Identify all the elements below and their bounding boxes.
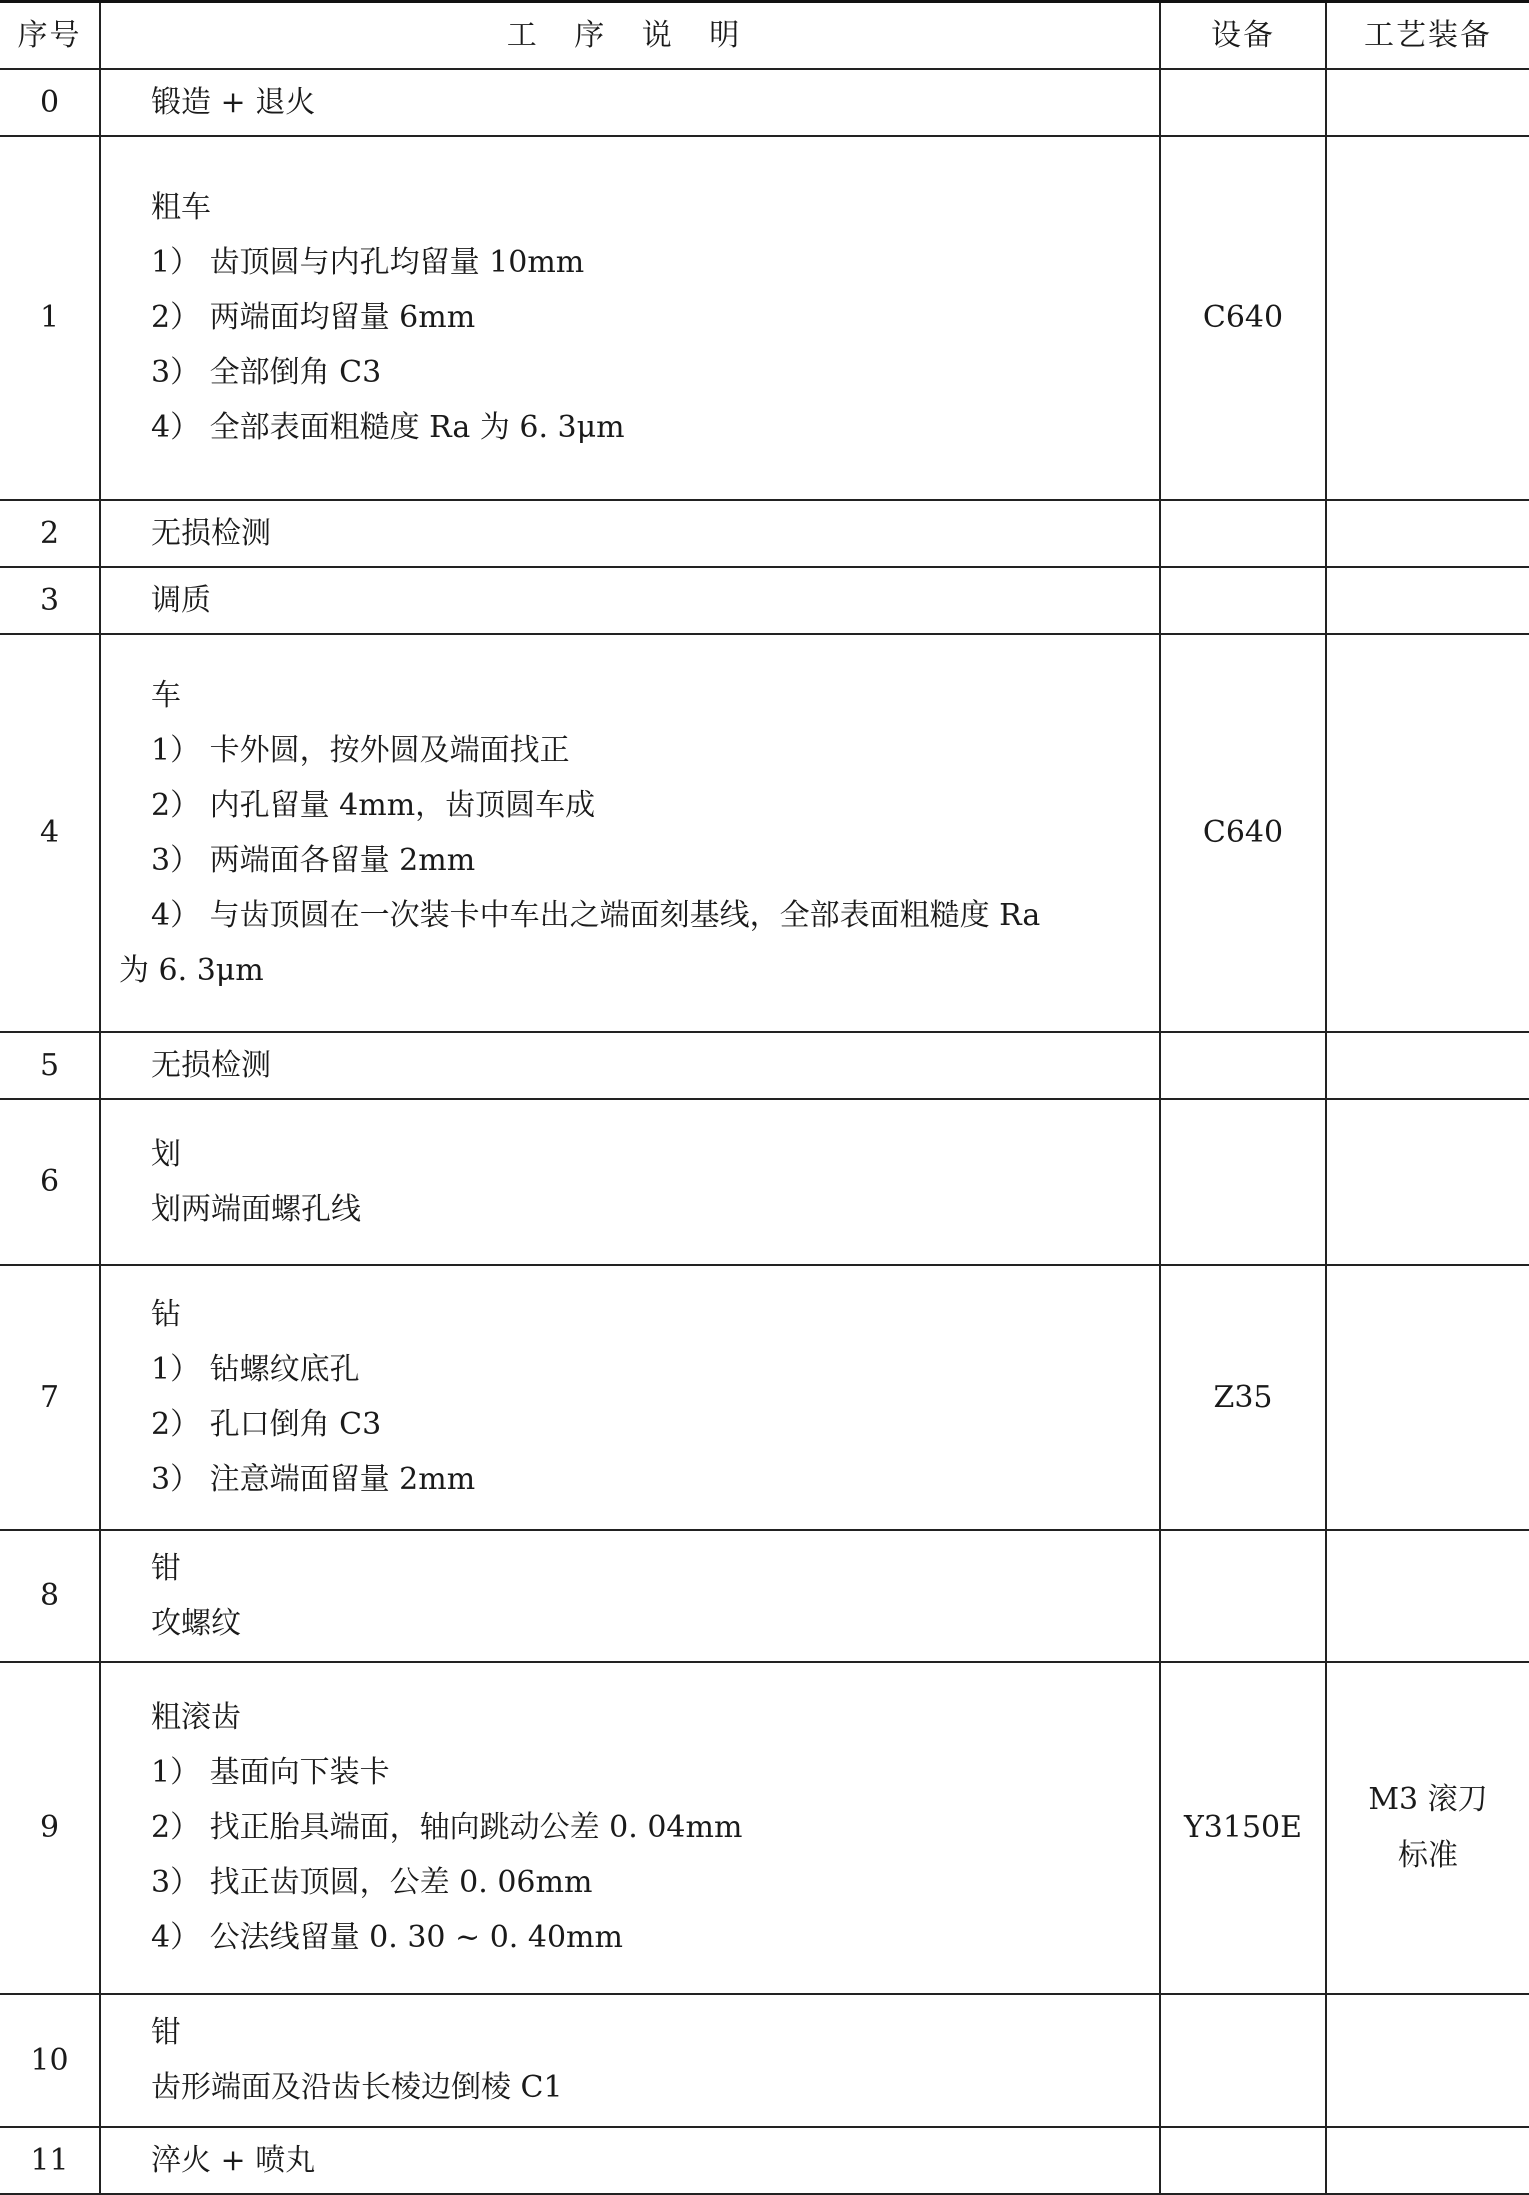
description-line: 4） 与齿顶圆在一次装卡中车出之端面刻基线，全部表面粗糙度 Ra <box>151 897 1041 933</box>
row-serial-number: 10 <box>0 1994 100 2127</box>
description-line: 1） 钻螺纹底孔 <box>151 1352 360 1387</box>
description-line: 淬火 + 喷丸 <box>151 2142 316 2178</box>
description-line: 1） 齿顶圆与内孔均留量 10mm <box>151 245 585 280</box>
row-equipment: C640 <box>1160 136 1326 500</box>
row-equipment <box>1160 567 1326 634</box>
row-equipment <box>1160 500 1326 567</box>
description-line: 车 <box>151 677 181 713</box>
row-description <box>100 136 1160 500</box>
row-equipment: Y3150E <box>1160 1662 1326 1994</box>
description-line: 钳 <box>151 1550 181 1586</box>
row-serial-number: 4 <box>0 634 100 1032</box>
description-line: 齿形端面及沿齿长棱边倒棱 C1 <box>151 2070 563 2105</box>
table-row <box>0 1662 1529 1994</box>
description-line: 锻造 + 退火 <box>151 84 316 120</box>
row-equipment <box>1160 1530 1326 1662</box>
row-equipment <box>1160 69 1326 136</box>
row-serial-number: 3 <box>0 567 100 634</box>
table-row <box>0 69 1529 136</box>
description-line: 钻 <box>151 1297 181 1332</box>
row-tooling <box>1326 1265 1529 1530</box>
description-line: 2） 找正胎具端面，轴向跳动公差 0. 04mm <box>151 1810 743 1845</box>
row-serial-number: 1 <box>0 136 100 500</box>
row-serial-number: 6 <box>0 1099 100 1265</box>
row-description <box>100 1530 1160 1662</box>
row-description <box>100 567 1160 634</box>
row-serial-number: 0 <box>0 69 100 136</box>
row-description <box>100 1662 1160 1994</box>
table-row <box>0 567 1529 634</box>
row-serial-number: 9 <box>0 1662 100 1994</box>
row-tooling <box>1326 500 1529 567</box>
tooling-line: 标准 <box>1398 1837 1458 1873</box>
row-equipment <box>1160 1032 1326 1099</box>
row-description <box>100 634 1160 1032</box>
description-line: 2） 孔口倒角 C3 <box>151 1407 382 1442</box>
description-line: 4） 全部表面粗糙度 Ra 为 6. 3μm <box>151 410 625 445</box>
description-line: 攻螺纹 <box>151 1605 241 1641</box>
row-serial-number: 8 <box>0 1530 100 1662</box>
description-line: 2） 两端面均留量 6mm <box>151 300 476 335</box>
row-tooling <box>1326 1994 1529 2127</box>
row-description <box>100 69 1160 136</box>
header-tooling: 工艺装备 <box>1326 2 1529 69</box>
table-header-row <box>0 2 1529 69</box>
row-description <box>100 500 1160 567</box>
description-line: 4） 公法线留量 0. 30 ~ 0. 40mm <box>151 1920 623 1955</box>
header-equipment: 设备 <box>1160 2 1326 69</box>
row-serial-number: 11 <box>0 2127 100 2194</box>
description-line: 钳 <box>151 2015 181 2050</box>
row-tooling <box>1326 1032 1529 1099</box>
row-serial-number: 7 <box>0 1265 100 1530</box>
row-equipment <box>1160 1099 1326 1265</box>
description-line: 3） 两端面各留量 2mm <box>151 842 476 878</box>
row-description <box>100 1265 1160 1530</box>
table-row <box>0 136 1529 500</box>
row-serial-number: 5 <box>0 1032 100 1099</box>
header-serial-number: 序号 <box>0 2 100 69</box>
description-line: 1） 基面向下装卡 <box>151 1755 390 1790</box>
description-line: 粗滚齿 <box>151 1700 241 1735</box>
row-description <box>100 2127 1160 2194</box>
table-row <box>0 2127 1529 2194</box>
row-serial-number: 2 <box>0 500 100 567</box>
description-line: 2） 内孔留量 4mm，齿顶圆车成 <box>151 787 596 823</box>
table-row <box>0 634 1529 1032</box>
row-equipment: C640 <box>1160 634 1326 1032</box>
row-description <box>100 1994 1160 2127</box>
description-line: 3） 注意端面留量 2mm <box>151 1462 476 1497</box>
row-tooling <box>1326 567 1529 634</box>
table-row <box>0 1530 1529 1662</box>
description-line: 划两端面螺孔线 <box>151 1191 361 1227</box>
row-equipment: Z35 <box>1160 1265 1326 1530</box>
description-line: 划 <box>151 1136 181 1172</box>
row-tooling <box>1326 634 1529 1032</box>
description-line: 1） 卡外圆，按外圆及端面找正 <box>151 732 570 768</box>
row-equipment <box>1160 2127 1326 2194</box>
row-tooling <box>1326 2127 1529 2194</box>
row-equipment <box>1160 1994 1326 2127</box>
row-tooling <box>1326 1662 1529 1994</box>
table-row <box>0 1265 1529 1530</box>
description-line: 3） 找正齿顶圆，公差 0. 06mm <box>151 1865 593 1900</box>
row-tooling <box>1326 69 1529 136</box>
table-row <box>0 1099 1529 1265</box>
table-row <box>0 1032 1529 1099</box>
description-line: 无损检测 <box>151 515 271 551</box>
row-tooling <box>1326 136 1529 500</box>
description-line: 粗车 <box>151 190 211 225</box>
description-line-continued: 为 6. 3μm <box>119 952 264 988</box>
row-description <box>100 1032 1160 1099</box>
header-process-description: 工 序 说 明 <box>100 2 1160 69</box>
description-line: 无损检测 <box>151 1047 271 1083</box>
tooling-line: M3 滚刀 <box>1368 1781 1488 1817</box>
row-tooling <box>1326 1530 1529 1662</box>
description-line: 3） 全部倒角 C3 <box>151 355 382 390</box>
row-tooling <box>1326 1099 1529 1265</box>
table-row <box>0 1994 1529 2127</box>
description-line: 调质 <box>151 582 211 618</box>
row-description <box>100 1099 1160 1265</box>
table-row <box>0 500 1529 567</box>
